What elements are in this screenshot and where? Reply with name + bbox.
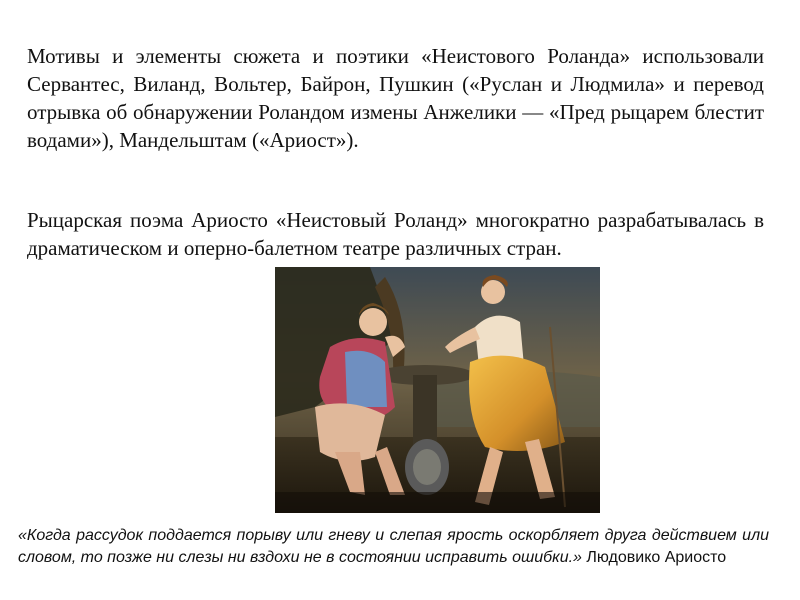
paragraph-sources: Мотивы и элементы сюжета и поэтики «Неистового Роланда» использовали Сервантес, Виланд, Вольтер, Байрон, Пушкин («Руслан и Людмила» и перевод отрывка об обнаружении Роландом измены Анжелики — «Пред рыцарем блестит водами»), Мандельштам («Ариост»). [27, 44, 764, 152]
ariosto-quote [18, 525, 769, 569]
painting-artwork [275, 267, 600, 513]
painting-image [275, 267, 600, 513]
quote-author: Людовико Ариосто [581, 549, 727, 566]
paragraph-theatre: Рыцарская поэма Ариосто «Неистовый Роланд» многократно разрабатывалась в драматическом и оперно-балетном театре различных стран. [27, 208, 764, 260]
quote-text: «Когда рассудок поддается порыву или гневу и слепая ярость оскорбляет друга действием или словом, то позже ни слезы ни вздохи не в состоянии исправить ошибки.» [18, 527, 769, 566]
